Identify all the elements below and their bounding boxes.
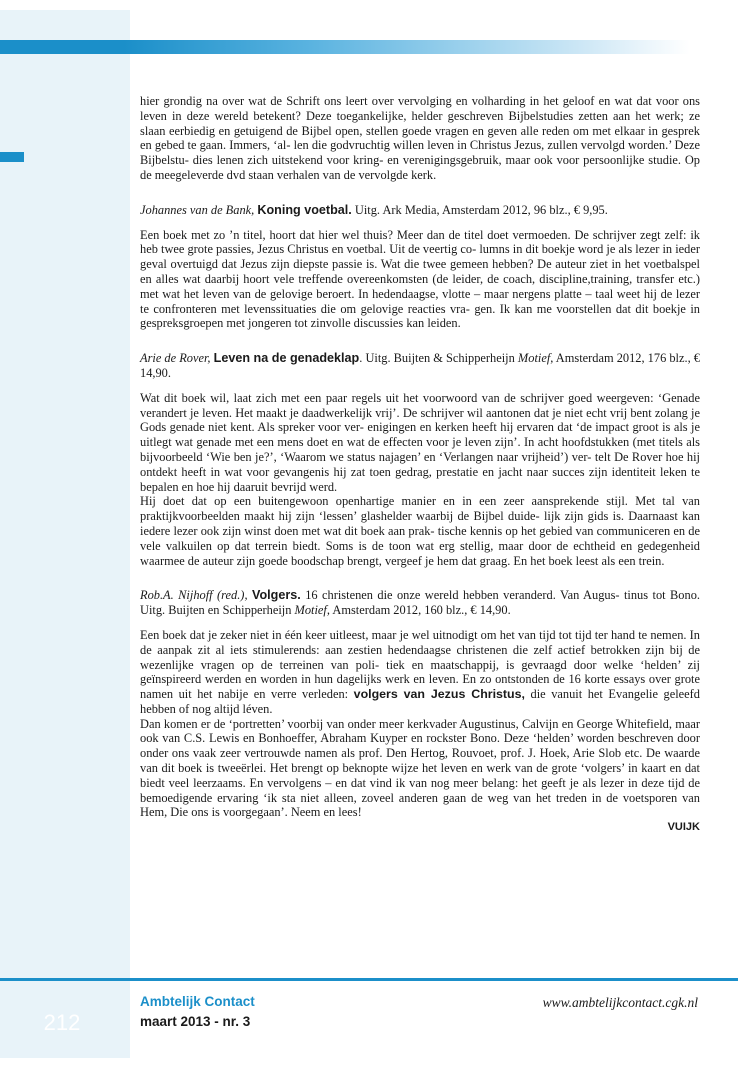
review-2-publisher: . Uitg. Buijten & Schipperheijn	[359, 351, 515, 366]
review-3-body-emphasis: volgers van Jezus Christus,	[353, 687, 525, 702]
footer-rule	[0, 978, 738, 981]
review-3-citation	[140, 588, 700, 618]
review-2-body-continued: Hij doet dat op een buitengewoon openhartige manier en in een zeer aansprekende stijl. Met tal van praktijkvoorbeelden maakt hij zijn ‘lessen’ glashelder waarbij de Bijbel duide- lijk zijn gids is. Daarnaast kan iedere lezer ook zijn winst doen met wat dit boek aan prak- tische kennis op het gebied van communiceren en de vele valkuilen op dat terrein biedt. Soms is de toon wat erg stellig, maar door de echtheid en gedegenheid waarmee de auteur zijn goede boodschap brengt, vergeef je hem dat graag. En het boek leest als een trein.	[140, 494, 700, 568]
reviewer-signature: VUIJK	[667, 821, 700, 834]
review-1-body: Een boek met zo ’n titel, hoort dat hier wel thuis? Meer dan de titel doet vermoeden. De schrijver zegt zelf: ik heb twee grote passies, Jezus Christus en voetbal. Uit de veertig co- lumns in dit boekje word je als lezer in ieder geval overtuigd dat Jezus zijn diepste passie is. Wat die twee gemeen hebben? De auteur ziet in het voetbalspel en alles wat daarbij hoort vele treffende overeenkomsten (de leider, de coach, discipline,training, transfer etc.) met wat het leven van de gelovige beroert. In hedendaagse, vlotte – maar nergens platte – taal weet hij de lezer te confronteren met levenssituaties die om gelovige reacties vra- gen. Ik kan me voorstellen dat dit boekje in gespreksgroepen met jongeren tot zinvolle discussies kan leiden.	[140, 227, 700, 331]
review-2-imprint: Motief	[517, 351, 551, 366]
review-3-body	[140, 628, 700, 717]
review-2-author: Arie de Rover,	[140, 351, 211, 366]
review-2-body: Wat dit boek wil, laat zich met een paar regels uit het voorwoord van de schrijver goed weergeven: ‘Genade verandert je leven. Het maakt je daadwerkelijk vrij’. De schrijver wil aantonen dat je niet echt vrij bent zolang je Gods genade niet kent. Als spreker voor ver- enigingen en kerken heeft hij ervaren dat ‘de impact groot is als je uitlegt wat genade met een mens doet en wat de effecten voor je leven zijn’. In acht hoofdstukken (met titels als bijvoorbeeld ‘Wie ben je?’, ‘Waarom we status najagen’ en ‘Verlangen naar vrijheid’) ver- telt De Rover hoe hij ontdekt heeft in wat voor gevangenis hij zat toen gedrag, prestatie en jacht naar succes zijn identiteit leken te bepalen en hoe hij daaruit bevrijd werd.	[140, 390, 700, 494]
review-1-author: Johannes van de Bank,	[140, 202, 255, 217]
review-3-body-continued: Dan komen er de ‘portretten’ voorbij van onder meer kerkvader Augustinus, Calvijn en George Whitefield, maar ook van C.S. Lewis en Bonhoeffer, Abraham Kuyper en rockster Bono. Deze ‘helden’ worden beschreven door onder ons vaak zeer vertrouwde namen als prof. Den Hertog, Rouvoet, prof. J. Hoek, Arie Slob etc. De waarde van dit boek is tweeërlei. Het brengt op beknopte wijze het leven en werk van de grote ‘volgers’ in kaart en dat biedt veel leerzaams. En vervolgens – en dat vind ik van nog meer belang: het geeft je als lezer in deze tijd de bemoedigende ervaring ‘ik sta niet alleen, zoveel anderen gaan de weg van het treden in de voetsporen van Hem, Die ons is voorgegaan’. Neem en lees!	[140, 716, 700, 820]
review-3-body-text: Een boek dat je zeker niet in één keer uitleest, maar je wel uitnodigt om het van tijd tot tijd ter hand te nemen. In de aanpak zit al iets stimulerends: aan zestien hedendaagse christenen die zelf actief betrokken zijn bij de wezenlijke vragen op de terreinen van poli- tiek en maatschappij, is gevraagd door welke ‘helden’ zij geïnspireerd werden en worden in hun dagelijks werk en leven. En zo ontstonden de 16 korte essays over grote namen uit het nabije en verre verleden:	[140, 627, 700, 702]
review-3-body-text-end: die vanuit het Evangelie geleefd hebben of nog altijd léven.	[140, 687, 700, 716]
website-link[interactable]: www.ambtelijkcontact.cgk.nl	[542, 995, 698, 1010]
review-3-publisher: 16 christenen die onze wereld hebben veranderd. Van Augus- tinus tot Bono. Uitg. Buijten en Schipperheijn	[140, 588, 700, 618]
page-number: 212	[43, 1010, 81, 1035]
issue-label: maart 2013 - nr. 3	[140, 1014, 251, 1029]
review-3-publisher-rest: Amsterdam 2012, 160 blz., € 14,90.	[329, 603, 511, 618]
review-3-author: Rob.A. Nijhoff (red.),	[140, 588, 248, 603]
review-1-citation	[140, 203, 700, 218]
review-2-title: Leven na de genadeklap	[213, 351, 360, 366]
article-body	[140, 94, 700, 835]
review-1-title: Koning voetbal.	[257, 202, 352, 217]
page-sidebar	[0, 10, 130, 1058]
margin-marker	[0, 152, 24, 162]
header-color-bar	[0, 40, 690, 54]
intro-paragraph: hier grondig na over wat de Schrift ons leert over vervolging en volharding in het geloof en wat dat voor ons leven in deze wereld betekent? Deze toegankelijke, helder geschreven Bijbelstudies zetten aan het werk; ze slaan eerbiedig en getuigend de Bijbel open, stellen goede vragen en geven alle reden om met elkaar in gesprek en gebed te gaan. Immers, ‘al- len die godvruchtig willen leven in Christus Jezus, zullen vervolgd worden.’ Deze Bijbelstu- dies lenen zich uitstekend voor kring- en verenigingsgebruik, maar ook voor persoonlijke studie. Op de meegeleverde dvd staan verhalen van de vervolgde kerk.	[140, 94, 700, 182]
review-1-publisher: Uitg. Ark Media, Amsterdam 2012, 96 blz., € 9,95.	[354, 202, 608, 217]
review-2-publisher-rest: , Amsterdam 2012, 176 blz., € 14,90.	[140, 351, 700, 380]
review-3-title: Volgers.	[252, 588, 301, 603]
review-2-citation	[140, 351, 700, 381]
journal-name: Ambtelijk Contact	[140, 994, 255, 1009]
review-3-imprint: Motief,	[294, 603, 330, 618]
